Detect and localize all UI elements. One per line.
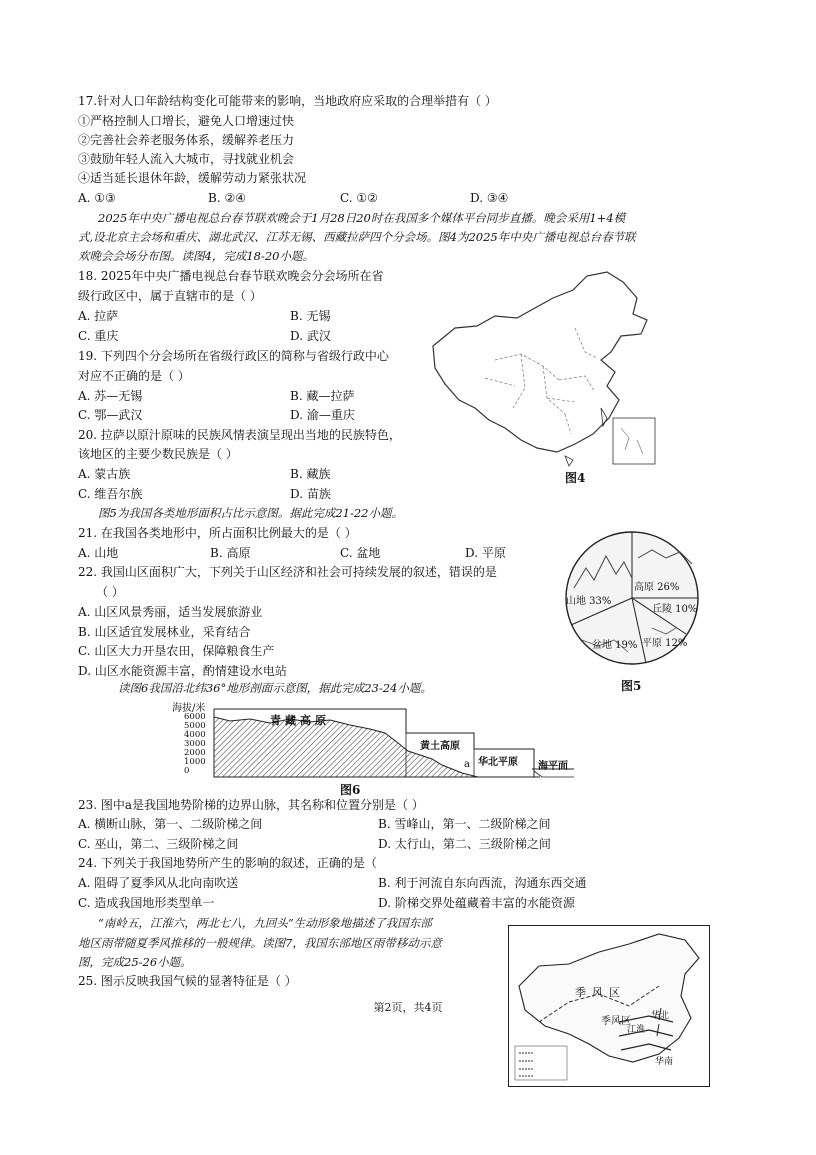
ytick: 0 (184, 766, 190, 776)
q17-item-1: ①严格控制人口增长，避免人口增速过快 (78, 114, 295, 128)
q24-option-a: A. 阻碍了夏季风从北向南吹送 (78, 876, 239, 890)
profile-label-north-china-plain: 华北平原 (478, 757, 518, 768)
intro-25-26-line-1: “南岭五，江淮六，两北七八，九回头”生动形象地描述了我国东部 (98, 916, 432, 930)
q17-item-3: ③鼓励年轻人流入大城市，寻找就业机会 (78, 152, 295, 166)
q24-option-c: C. 造成我国地形类型单一 (78, 896, 215, 910)
figure-5-pie (562, 528, 702, 668)
q18-option-d: D. 武汉 (290, 329, 331, 343)
q21-option-b: B. 高原 (210, 546, 251, 560)
q17-option-b: B. ②④ (208, 191, 246, 205)
q23-option-b: B. 雪峰山，第一、二级阶梯之间 (378, 817, 551, 831)
fig7-label-huabei: 华北 (651, 1011, 670, 1021)
pie-label-hills: 丘陵 10% (652, 604, 698, 615)
q20-option-c: C. 维吾尔族 (78, 487, 143, 501)
q17-option-c: C. ①② (340, 191, 378, 205)
profile-label-loess: 黄土高原 (420, 741, 460, 752)
q23-stem: 23. 图中a是我国地势阶梯的边界山脉，其名称和位置分别是（ ） (78, 798, 424, 812)
pie-label-mountain: 山地 33% (566, 596, 612, 607)
fig7-label-monsoon-2: 季风区 (601, 1016, 631, 1027)
q17-stem: 17.针对人口年龄结构变化可能带来的影响，当地政府应采取的合理举措有（ ） (78, 94, 497, 108)
q19-option-a: A. 苏—无锡 (78, 389, 143, 403)
q22-option-a: A. 山区风景秀丽，适当发展旅游业 (78, 605, 263, 619)
q17-item-4: ④适当延长退休年龄，缓解劳动力紧张状况 (78, 171, 307, 185)
fig7-label-huanan: 华南 (655, 1057, 674, 1067)
q18-stem-2: 级行政区中，属于直辖市的是（ ） (78, 289, 262, 303)
q18-option-b: B. 无锡 (290, 309, 331, 323)
figure-4-caption: 图4 (565, 471, 586, 485)
figure-6-profile (170, 699, 580, 781)
q21-option-a: A. 山地 (78, 546, 119, 560)
q19-option-c: C. 鄂—武汉 (78, 408, 143, 422)
q20-stem-1: 20. 拉萨以原汁原味的民族风情表演呈现出当地的民族特色， (78, 428, 401, 442)
q19-option-b: B. 藏—拉萨 (290, 389, 355, 403)
ytick: 3000 (184, 739, 206, 749)
intro-21-22: 图5为我国各类地形面积占比示意图。据此完成21-22小题。 (98, 506, 403, 520)
q22-option-d: D. 山区水能资源丰富，酌情建设水电站 (78, 664, 287, 678)
china-map-outline-icon (425, 268, 660, 468)
q25-stem: 25. 图示反映我国气候的显著特征是（ ） (78, 974, 297, 988)
profile-ylabel: 海拔/米 (172, 703, 206, 714)
fig7-label-jianghuai: 江淮 (627, 1025, 646, 1035)
intro-23-24: 读图6我国沿北纬36°地形剖面示意图，据此完成23-24小题。 (118, 681, 432, 695)
q24-stem: 24. 下列关于我国地势所产生的影响的叙述，正确的是（ (78, 856, 377, 870)
q22-stem-1: 22. 我国山区面积广大，下列关于山区经济和社会可持续发展的叙述，错误的是 (78, 565, 497, 579)
page-footer: 第2页，共4页 (373, 1001, 443, 1014)
q18-option-c: C. 重庆 (78, 329, 119, 343)
q21-option-c: C. 盆地 (340, 546, 381, 560)
q22-stem-2: （ ） (96, 585, 124, 599)
pie-label-plateau: 高原 26% (634, 582, 680, 593)
ytick: 6000 (184, 712, 206, 722)
q17-item-2: ②完善社会养老服务体系，缓解养老压力 (78, 133, 295, 147)
q20-stem-2: 该地区的主要少数民族是（ ） (78, 447, 238, 461)
profile-label-sea-level: 海平面 (538, 761, 568, 772)
q23-option-c: C. 巫山，第二、三级阶梯之间 (78, 837, 239, 851)
figure-5-caption: 图5 (621, 679, 642, 693)
q20-option-b: B. 藏族 (290, 467, 331, 481)
ytick: 4000 (184, 730, 206, 740)
q24-option-b: B. 利于河流自东向西流，沟通东西交通 (378, 876, 587, 890)
intro-18-20-line-2: 式,设北京主会场和重庆、湖北武汉、江苏无锡、西藏拉萨四个分会场。图4为2025年中央广播电视总台春节联 (78, 230, 636, 244)
q24-option-d: D. 阶梯交界处蕴藏着丰富的水能资源 (378, 896, 575, 910)
q21-stem: 21. 在我国各类地形中，所占面积比例最大的是（ ） (78, 526, 357, 540)
ytick: 2000 (184, 748, 206, 758)
pie-label-basin: 盆地 19% (592, 640, 638, 651)
q20-option-d: D. 苗族 (290, 487, 331, 501)
q19-stem-2: 对应不正确的是（ ） (78, 369, 190, 383)
q19-option-d: D. 渝—重庆 (290, 408, 355, 422)
figure-4-map (425, 268, 660, 468)
q22-option-c: C. 山区大力开垦农田，保障粮食生产 (78, 644, 275, 658)
q23-option-a: A. 横断山脉，第一、二级阶梯之间 (78, 817, 263, 831)
q22-option-b: B. 山区适宜发展林业，采育结合 (78, 625, 251, 639)
intro-18-20-line-3: 欢晚会会场分布图。读图4，完成18-20小题。 (78, 249, 314, 263)
q23-option-d: D. 太行山，第二、三级阶梯之间 (378, 837, 551, 851)
fig7-label-monsoon-1: 季风区 (575, 986, 626, 999)
profile-label-qinghai-tibet: 青藏高原 (270, 714, 330, 727)
intro-18-20-line-1: 2025年中央广播电视总台春节联欢晚会于1月28日20时在我国多个媒体平台同步直播。晚会采用1+4模 (98, 211, 626, 225)
q20-option-a: A. 蒙古族 (78, 467, 131, 481)
q17-option-a: A. ①③ (78, 191, 116, 205)
ytick: 5000 (184, 721, 206, 731)
q18-option-a: A. 拉萨 (78, 309, 119, 323)
intro-25-26-line-2: 地区雨带随夏季风推移的一般规律。读图7，我国东部地区雨带移动示意 (78, 936, 442, 950)
pie-label-plain: 平原 12% (642, 638, 688, 649)
q17-option-d: D. ③④ (470, 191, 509, 205)
q19-stem-1: 19. 下列四个分会场所在省级行政区的简称与省级行政中心 (78, 349, 389, 363)
ytick: 1000 (184, 757, 206, 767)
figure-6-caption: 图6 (340, 783, 361, 797)
q18-stem-1: 18. 2025年中央广播电视总台春节联欢晚会分会场所在省 (78, 269, 384, 283)
q21-option-d: D. 平原 (465, 546, 506, 560)
profile-label-a: a (464, 759, 470, 770)
intro-25-26-line-3: 图，完成25-26小题。 (78, 955, 192, 969)
